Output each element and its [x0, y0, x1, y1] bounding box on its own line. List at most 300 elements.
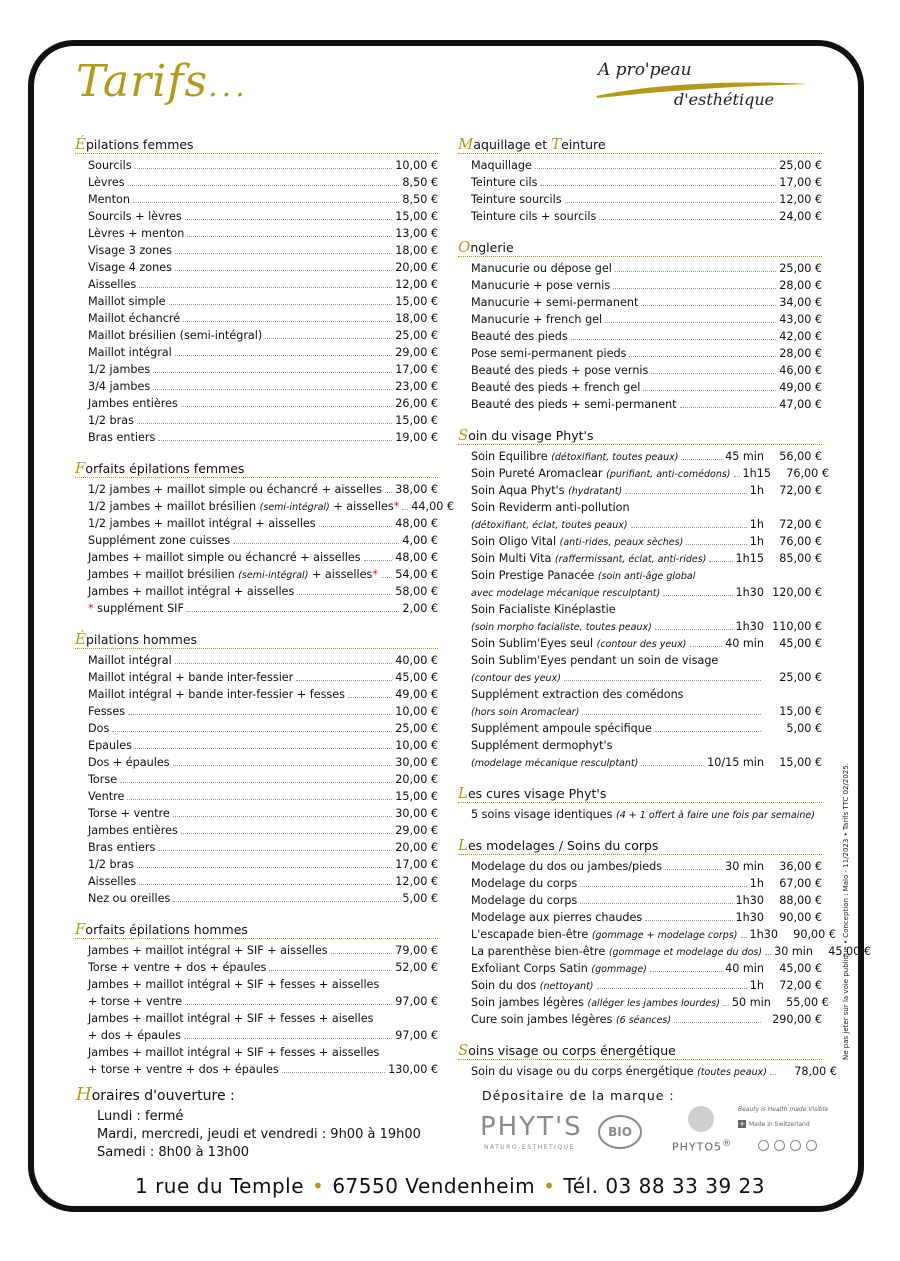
- price-row: [88, 378, 438, 395]
- item-price: 12,00 €: [395, 875, 438, 888]
- item-label: [471, 909, 642, 926]
- item-label: [88, 259, 172, 276]
- item-label: [88, 276, 136, 293]
- leader-dots: [645, 920, 732, 921]
- item-note: (détoxifiant, éclat, toutes peaux): [471, 520, 628, 531]
- section-initial: O: [458, 238, 471, 256]
- price-section: [458, 135, 822, 225]
- leader-dots: [582, 714, 761, 715]
- price-section: [458, 238, 822, 413]
- item-name: Maillot brésilien (semi-intégral): [88, 329, 263, 342]
- price-section: [458, 426, 829, 771]
- leader-dots: [381, 577, 392, 578]
- price-section: [458, 784, 822, 823]
- item-label: [88, 429, 155, 446]
- item-name: 1/2 jambes + maillot simple ou échancré + aisselles: [88, 483, 382, 496]
- item-label: [471, 960, 647, 978]
- item-label: [471, 157, 532, 174]
- price-row: [471, 892, 822, 909]
- item-price: 25,00 €: [395, 329, 438, 342]
- item-name: Soin du visage ou du corps énergétique: [471, 1065, 698, 1078]
- item-label: [88, 1044, 379, 1061]
- item-label: [471, 601, 616, 618]
- item-name: La parenthèse bien-être: [471, 945, 609, 958]
- item-label: [471, 584, 660, 602]
- leader-dots: [629, 356, 776, 357]
- item-label: [471, 191, 562, 208]
- item-name: Modelage du corps: [471, 894, 578, 907]
- item-label: [88, 669, 293, 686]
- item-name: L'escapade bien-être: [471, 928, 592, 941]
- item-price: 26,00 €: [395, 397, 438, 410]
- item-duration: 1h: [749, 535, 764, 548]
- item-price: 120,00 €: [772, 586, 822, 599]
- item-price: 28,00 €: [779, 279, 822, 292]
- leader-dots: [158, 440, 392, 441]
- item-price: 29,00 €: [395, 824, 438, 837]
- leader-dots: [296, 680, 392, 681]
- item-price: 12,00 €: [779, 193, 822, 206]
- page-title: Tarifs...: [76, 56, 249, 107]
- item-label: [471, 926, 738, 944]
- item-price: 15,00 €: [779, 756, 822, 769]
- leader-dots: [137, 423, 392, 424]
- item-name: Torse + ventre: [88, 807, 170, 820]
- section-initial: M: [458, 135, 474, 153]
- price-row: [88, 754, 438, 771]
- section-title: [458, 136, 822, 154]
- section-title-text: oins visage ou corps énergétique: [468, 1043, 676, 1058]
- item-note: (contour des yeux): [471, 673, 561, 684]
- leader-dots: [690, 646, 723, 647]
- item-price: 49,00 €: [779, 381, 822, 394]
- item-name: Modelage aux pierres chaudes: [471, 911, 643, 924]
- leader-dots: [175, 355, 393, 356]
- item-name: Nez ou oreilles: [88, 892, 171, 905]
- item-label: [88, 1010, 373, 1027]
- item-name: Jambes + maillot intégral + SIF + fesses + aisselles: [88, 1046, 380, 1059]
- item-name: 5 soins visage identiques: [471, 808, 617, 821]
- item-name: Aisselles: [88, 278, 137, 291]
- section-initial: L: [458, 836, 468, 854]
- leader-dots: [641, 765, 704, 766]
- item-label: [471, 345, 626, 362]
- item-label: [88, 361, 150, 378]
- leader-dots: [663, 595, 732, 596]
- item-label: [88, 890, 170, 907]
- leader-dots: [175, 253, 392, 254]
- item-label: [471, 1011, 671, 1029]
- item-name: + dos + épaules: [88, 1029, 181, 1042]
- item-price: 10,00 €: [395, 159, 438, 172]
- item-label: [88, 327, 262, 344]
- depositaire-label: Dépositaire de la marque :: [482, 1088, 675, 1103]
- item-label: [88, 498, 399, 516]
- item-note: (4 + 1 offert à faire une fois par semaine): [616, 810, 815, 821]
- item-label: [88, 208, 182, 225]
- phyts-logo: PHYT'S NATURO-ESTHETIQUE BIO: [480, 1112, 660, 1156]
- item-price: 48,00 €: [395, 551, 438, 564]
- price-row: [471, 601, 822, 618]
- item-label: [471, 977, 594, 995]
- leader-dots: [615, 271, 776, 272]
- price-row: [88, 310, 438, 327]
- leader-dots: [185, 1004, 392, 1005]
- opening-hours: [76, 1084, 456, 1162]
- price-row: [471, 943, 871, 960]
- item-price: 17,00 €: [779, 176, 822, 189]
- item-label: [471, 482, 622, 500]
- item-price: 18,00 €: [395, 312, 438, 325]
- price-row: [88, 771, 438, 788]
- leader-dots: [173, 816, 393, 817]
- item-label: [471, 618, 652, 636]
- item-price: 52,00 €: [395, 961, 438, 974]
- item-note: (détoxifiant, toutes peaux): [551, 452, 679, 463]
- leader-dots: [133, 202, 399, 203]
- item-note: (raffermissant, éclat, anti-rides): [554, 554, 707, 565]
- leader-dots: [135, 748, 392, 749]
- item-price: 20,00 €: [395, 773, 438, 786]
- leader-dots: [565, 202, 777, 203]
- price-row: [471, 277, 822, 294]
- leader-dots: [734, 476, 740, 477]
- item-label: [471, 294, 638, 311]
- item-label: [471, 516, 628, 534]
- price-row: [88, 788, 438, 805]
- item-price: 8,50 €: [402, 193, 438, 206]
- item-price: 12,00 €: [395, 278, 438, 291]
- item-label: [88, 549, 361, 566]
- item-price: 72,00 €: [779, 484, 822, 497]
- item-name: Teinture sourcils: [471, 193, 562, 206]
- item-name: Soin Equilibre: [471, 450, 552, 463]
- item-note: (gommage): [591, 964, 647, 975]
- price-row: [88, 976, 438, 993]
- phone: Tél. 03 88 33 39 23: [563, 1174, 765, 1198]
- item-price: 90,00 €: [793, 928, 836, 941]
- item-name: Manucurie + french gel: [471, 313, 603, 326]
- section-title-text: nglerie: [470, 240, 514, 255]
- item-name: Manucurie + semi-permanent: [471, 296, 639, 309]
- item-name: Jambes entières: [88, 397, 178, 410]
- opening-hours-title: Horaires d'ouverture :: [76, 1084, 235, 1105]
- item-name: + aisselles: [308, 568, 373, 581]
- price-row: [471, 174, 822, 191]
- item-note: (semi-intégral): [259, 502, 330, 513]
- section-title-text: orfaits épilations femmes: [85, 461, 245, 476]
- section-title-text: pilations femmes: [85, 137, 194, 152]
- price-row: [471, 926, 836, 943]
- made-in-switzerland: + Made in Switzerland: [739, 1120, 810, 1128]
- item-name: Modelage du corps: [471, 877, 578, 890]
- price-row: [88, 890, 438, 907]
- item-name: Maillot échancré: [88, 312, 181, 325]
- price-row: [471, 208, 822, 225]
- certification-icons: [758, 1140, 817, 1151]
- item-price: 25,00 €: [779, 159, 822, 172]
- section-title: [458, 785, 822, 803]
- item-duration: 1h: [749, 518, 764, 531]
- item-label: [88, 771, 117, 788]
- item-label: [88, 873, 136, 890]
- item-name: + torse + ventre: [88, 995, 183, 1008]
- item-label: [471, 328, 568, 345]
- item-note: (contour des yeux): [596, 639, 687, 650]
- section-title: [458, 1042, 822, 1060]
- price-row: [88, 225, 438, 242]
- item-name: Soin Aqua Phyt's: [471, 484, 569, 497]
- item-price: 110,00 €: [772, 620, 822, 633]
- price-section: [75, 920, 438, 1078]
- item-name: Maillot intégral + bande inter-fessier + fesses: [88, 688, 345, 701]
- price-row: [471, 328, 822, 345]
- section-title: [458, 837, 822, 855]
- item-price: 44,00 €: [411, 500, 454, 513]
- item-label: [88, 1061, 279, 1078]
- price-row: [88, 1044, 438, 1061]
- leader-dots: [112, 731, 392, 732]
- price-row: [88, 361, 438, 378]
- leader-dots: [651, 373, 776, 374]
- item-label: [88, 1027, 181, 1044]
- leader-dots: [153, 372, 392, 373]
- item-name: Beauté des pieds + pose vernis: [471, 364, 649, 377]
- item-price: 18,00 €: [395, 244, 438, 257]
- section-title-text: orfaits épilations hommes: [85, 922, 248, 937]
- item-duration: 1h30: [749, 928, 778, 941]
- item-duration: 40 min: [725, 637, 764, 650]
- section-title-text: aquillage et: [473, 137, 552, 152]
- item-price: 49,00 €: [395, 688, 438, 701]
- item-name: Soin Sublim'Eyes pendant un soin de visage: [471, 654, 719, 667]
- item-label: [471, 499, 630, 516]
- price-row: [88, 344, 438, 361]
- leader-dots: [580, 886, 747, 887]
- price-row: [471, 703, 822, 720]
- price-row: [471, 482, 822, 499]
- leader-dots: [709, 561, 732, 562]
- item-label: [471, 550, 706, 568]
- left-column: [75, 135, 454, 1092]
- item-price: 48,00 €: [395, 517, 438, 530]
- section-title-text: oin du visage Phyt's: [468, 428, 594, 443]
- item-duration: 1h15: [742, 467, 771, 480]
- price-row: [471, 806, 822, 823]
- item-note: (semi-intégral): [238, 570, 309, 581]
- price-row: [471, 448, 822, 465]
- item-name: 1/2 bras: [88, 414, 134, 427]
- item-name: Jambes + maillot brésilien: [88, 568, 239, 581]
- leader-dots: [402, 509, 408, 510]
- item-note: (toutes peaux): [697, 1067, 767, 1078]
- item-price: 47,00 €: [779, 398, 822, 411]
- leader-dots: [597, 988, 747, 989]
- item-price: 85,00 €: [779, 552, 822, 565]
- item-label: [471, 260, 612, 277]
- salon-logo: A pro'peau d'esthétique: [592, 60, 822, 120]
- item-label: [471, 533, 683, 551]
- leader-dots: [158, 850, 392, 851]
- price-row: [471, 465, 829, 482]
- item-label: [88, 959, 266, 976]
- price-row: [88, 583, 438, 600]
- section-title: [75, 921, 438, 939]
- price-row: [471, 567, 822, 584]
- item-label: [471, 362, 648, 379]
- item-price: 56,00 €: [779, 450, 822, 463]
- item-label: [88, 566, 378, 584]
- section-title: [458, 239, 822, 257]
- leader-dots: [128, 714, 392, 715]
- section-title-text: pilations hommes: [85, 632, 198, 647]
- item-name: Torse: [88, 773, 118, 786]
- price-row: [471, 311, 822, 328]
- item-label: [88, 378, 150, 395]
- item-price: 58,00 €: [395, 585, 438, 598]
- price-row: [471, 260, 822, 277]
- item-label: [88, 174, 125, 191]
- item-label: [88, 976, 379, 993]
- price-row: [88, 720, 438, 737]
- item-price: 46,00 €: [779, 364, 822, 377]
- item-name: Jambes entières: [88, 824, 178, 837]
- item-name: Soin Oligo Vital: [471, 535, 560, 548]
- cert-icon: [790, 1140, 801, 1151]
- price-section: [458, 1041, 837, 1080]
- item-label: [471, 652, 718, 669]
- item-note: (soin anti-âge global: [597, 571, 696, 582]
- item-name: 1/2 bras: [88, 858, 134, 871]
- item-price: 25,00 €: [779, 262, 822, 275]
- item-name: Jambes + maillot intégral + aisselles: [88, 585, 295, 598]
- item-name: 3/4 jambes: [88, 380, 151, 393]
- leader-dots: [348, 697, 392, 698]
- item-label: [88, 942, 328, 959]
- asterisk: *: [88, 602, 94, 615]
- item-name: Soin Sublim'Eyes seul: [471, 637, 597, 650]
- item-price: 36,00 €: [779, 860, 822, 873]
- item-name: Soin Multi Vita: [471, 552, 555, 565]
- price-row: [471, 994, 829, 1011]
- item-duration: 1h30: [735, 894, 764, 907]
- item-name: Epaules: [88, 739, 132, 752]
- leader-dots: [184, 1038, 392, 1039]
- item-name: Maillot intégral: [88, 346, 172, 359]
- item-note: (6 séances): [615, 1015, 672, 1026]
- leader-dots: [765, 954, 771, 955]
- section-title: [458, 427, 822, 445]
- item-name: Soin Facialiste Kinéplastie: [471, 603, 616, 616]
- leader-dots: [723, 1005, 729, 1006]
- item-label: [88, 225, 184, 242]
- item-name: 1/2 jambes + maillot brésilien: [88, 500, 260, 513]
- item-price: 17,00 €: [395, 363, 438, 376]
- price-section: [75, 135, 438, 446]
- leader-dots: [181, 833, 392, 834]
- leader-dots: [173, 901, 399, 902]
- leader-dots: [175, 663, 393, 664]
- phyto5-logo: PHYTO5®: [670, 1106, 740, 1156]
- hours-line: Lundi : fermé: [97, 1109, 184, 1124]
- section-title: [75, 631, 438, 649]
- item-price: 15,00 €: [395, 790, 438, 803]
- price-row: [471, 686, 822, 703]
- leader-dots: [535, 168, 776, 169]
- item-label: [471, 703, 579, 721]
- leader-dots: [641, 305, 776, 306]
- item-name: Jambes + maillot intégral + SIF + fesses + aiselles: [88, 1012, 374, 1025]
- price-row: [88, 1010, 438, 1027]
- item-name: Jambes + maillot intégral + SIF + fesses + aisselles: [88, 978, 380, 991]
- item-price: 15,00 €: [395, 414, 438, 427]
- leader-dots: [540, 185, 776, 186]
- price-row: [471, 499, 822, 516]
- item-name: Bras entiers: [88, 841, 156, 854]
- item-price: 23,00 €: [395, 380, 438, 393]
- leader-dots: [169, 304, 393, 305]
- leader-dots: [128, 185, 400, 186]
- item-duration: 50 min: [731, 996, 771, 1009]
- item-label: [471, 943, 762, 961]
- section-initial: T: [551, 135, 562, 153]
- item-price: 76,00 €: [779, 535, 822, 548]
- item-label: [88, 344, 172, 361]
- item-label: [88, 583, 294, 600]
- price-row: [88, 157, 438, 174]
- price-row: [88, 873, 438, 890]
- item-price: 2,00 €: [402, 602, 438, 615]
- item-note: (gommage + modelage corps): [591, 930, 738, 941]
- item-duration: 1h30: [735, 586, 764, 599]
- cert-icon: [774, 1140, 785, 1151]
- address-bar: 1 rue du Temple • 67550 Vendenheim • Tél. 03 88 33 39 23: [134, 1174, 765, 1198]
- leader-dots: [265, 338, 392, 339]
- item-name: Beauté des pieds: [471, 330, 568, 343]
- leader-dots: [153, 389, 392, 390]
- leader-dots: [173, 765, 393, 766]
- item-price: 15,00 €: [395, 295, 438, 308]
- item-label: [471, 208, 596, 225]
- price-row: [88, 652, 438, 669]
- item-label: [88, 788, 124, 805]
- item-label: [88, 532, 230, 549]
- item-label: [88, 720, 109, 737]
- item-note: (nettoyant): [539, 981, 594, 992]
- leader-dots: [674, 1022, 761, 1023]
- price-row: [471, 533, 822, 550]
- item-price: 4,00 €: [402, 534, 438, 547]
- price-row: [471, 1063, 837, 1080]
- item-label: [88, 157, 132, 174]
- item-duration: 40 min: [725, 962, 764, 975]
- price-row: [88, 429, 438, 446]
- item-label: [88, 191, 130, 208]
- leader-dots: [139, 287, 392, 288]
- price-row: [88, 208, 438, 225]
- street-address: 1 rue du Temple: [134, 1174, 305, 1198]
- leader-dots: [655, 731, 761, 732]
- item-duration: 30 min: [725, 860, 764, 873]
- item-name: supplément SIF: [93, 602, 184, 615]
- item-label: [88, 993, 182, 1010]
- section-initial: É: [75, 630, 86, 648]
- swiss-flag-icon: +: [739, 1120, 745, 1128]
- item-name: 1/2 jambes + maillot intégral + aisselles: [88, 517, 316, 530]
- price-row: [88, 412, 438, 429]
- leader-dots: [680, 407, 777, 408]
- item-price: 45,00 €: [828, 945, 871, 958]
